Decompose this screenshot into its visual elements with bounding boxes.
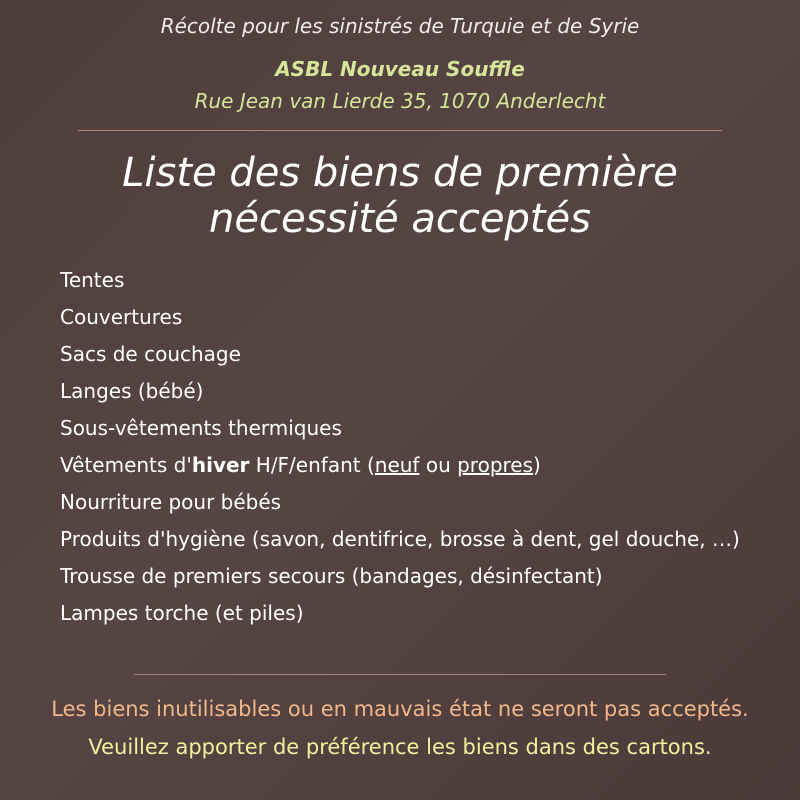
page-title	[0, 150, 800, 242]
list-item: Tentes	[60, 268, 125, 292]
top-divider	[78, 130, 722, 131]
list-item: Lampes torche (et piles)	[60, 601, 304, 625]
accepted-items-list	[60, 262, 740, 632]
organization-address: Rue Jean van Lierde 35, 1070 Anderlecht	[194, 89, 606, 113]
list-item: Couvertures	[60, 305, 183, 329]
list-item: Nourriture pour bébés	[60, 490, 282, 514]
clothing-middle: H/F/enfant (	[249, 453, 375, 477]
footer-warning: Les biens inutilisables ou en mauvais état ne seront pas acceptés.	[51, 697, 749, 721]
bottom-divider	[134, 674, 666, 675]
collection-title: Récolte pour les sinistrés de Turquie et de Syrie	[160, 14, 640, 38]
list-item-winter-clothing	[60, 447, 740, 484]
clothing-prefix: Vêtements d'	[60, 453, 192, 477]
title-line-1: Liste des biens de première	[122, 150, 678, 196]
list-item: Trousse de premiers secours (bandages, désinfectant)	[60, 564, 603, 588]
footer-advice: Veuillez apporter de préférence les biens dans des cartons.	[88, 735, 712, 759]
organization-name: ASBL Nouveau Souffle	[275, 57, 525, 81]
list-item: Sous-vêtements thermiques	[60, 416, 342, 440]
title-line-2: nécessité acceptés	[209, 196, 591, 242]
list-item: Langes (bébé)	[60, 379, 204, 403]
clothing-bold-winter: hiver	[191, 453, 250, 477]
clothing-between: ou	[419, 453, 458, 477]
list-item: Sacs de couchage	[60, 342, 241, 366]
clothing-underline-new: neuf	[374, 453, 420, 477]
list-item: Produits d'hygiène (savon, dentifrice, brosse à dent, gel douche, …)	[60, 527, 740, 551]
clothing-suffix: )	[533, 453, 541, 477]
clothing-underline-clean: propres	[457, 453, 534, 477]
